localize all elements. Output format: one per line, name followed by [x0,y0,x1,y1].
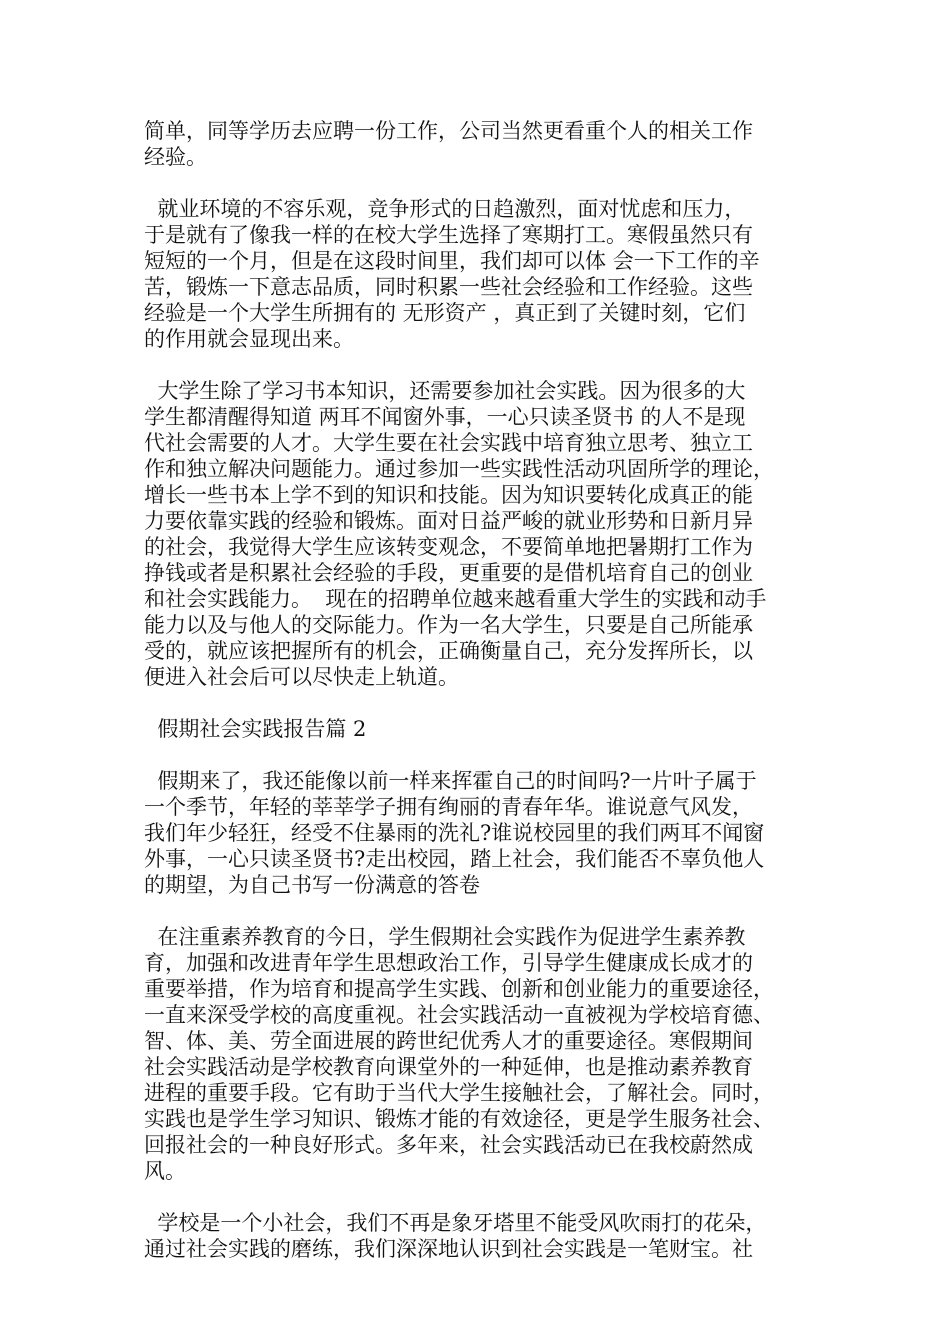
text-line: 通过社会实践的磨练，我们深深地认识到社会实践是一笔财宝。社 [144,1237,753,1261]
text-line: 进程的重要手段。它有助于当代大学生接触社会，了解社会。同时， [144,1081,774,1105]
text-line: 实践也是学生学习知识、锻炼才能的有效途径，更是学生服务社会、 [144,1107,774,1131]
text-line: 挣钱或者是积累社会经验的手段，更重要的是借机培育自己的创业 [144,561,753,585]
text-line: 一直来深受学校的高度重视。社会实践活动一直被视为学校培育德、 [144,1003,774,1027]
paragraph [144,1210,816,1262]
text-line: 学校是一个小社会，我们不再是象牙塔里不能受风吹雨打的花朵， [144,1211,767,1235]
text-line: 便进入社会后可以尽快走上轨道。 [144,665,459,689]
text-line: 假期社会实践报告篇 2 [144,717,367,741]
text-line: 受的，就应该把握所有的机会，正确衡量自己，充分发挥所长，以 [144,639,753,663]
text-line: 风。 [144,1159,186,1183]
text-line: 代社会需要的人才。大学生要在社会实践中培育独立思考、独立工 [144,431,753,455]
text-line: 短短的一个月，但是在这段时间里，我们却可以体 会一下工作的辛 [144,249,760,273]
paragraph [144,378,816,690]
paragraph [144,716,816,742]
text-line: 就业环境的不容乐观，竞争形式的日趋激烈，面对忧虑和压力， [144,197,746,221]
text-line: 增长一些书本上学不到的知识和技能。因为知识要转化成真正的能 [144,483,753,507]
text-line: 经验。 [144,145,207,169]
text-line: 育，加强和改进青年学生思想政治工作，引导学生健康成长成才的 [144,951,753,975]
paragraph [144,924,816,1184]
text-line: 的期望，为自己书写一份满意的答卷 [144,873,480,897]
paragraph [144,196,816,352]
document-body [144,118,816,1288]
text-line: 作和独立解决问题能力。通过参加一些实践性活动巩固所学的理论， [144,457,774,481]
text-line: 我们年少轻狂，经受不住暴雨的洗礼?谁说校园里的我们两耳不闻窗 [144,821,765,845]
text-line: 的社会，我觉得大学生应该转变观念，不要简单地把暑期打工作为 [144,535,753,559]
text-line: 力要依靠实践的经验和锻炼。面对日益严峻的就业形势和日新月异 [144,509,753,533]
text-line: 一个季节，年轻的莘莘学子拥有绚丽的青春年华。谁说意气风发， [144,795,753,819]
text-line: 于是就有了像我一样的在校大学生选择了寒期打工。寒假虽然只有 [144,223,753,247]
text-line: 假期来了，我还能像以前一样来挥霍自己的时间吗?一片叶子属于 [144,769,757,793]
text-line: 能力以及与他人的交际能力。作为一名大学生，只要是自己所能承 [144,613,753,637]
text-line: 苦，锻炼一下意志品质，同时积累一些社会经验和工作经验。这些 [144,275,753,299]
text-line: 在注重素养教育的今日，学生假期社会实践作为促进学生素养教 [144,925,746,949]
text-line: 和社会实践能力。 现在的招聘单位越来越看重大学生的实践和动手 [144,587,767,611]
text-line: 外事，一心只读圣贤书?走出校园，踏上社会，我们能否不辜负他人 [144,847,765,871]
text-line: 智、体、美、劳全面进展的跨世纪优秀人才的重要途径。寒假期间 [144,1029,753,1053]
text-line: 的作用就会显现出来。 [144,327,354,351]
text-line: 回报社会的一种良好形式。多年来，社会实践活动已在我校蔚然成 [144,1133,753,1157]
paragraph [144,768,816,898]
paragraph [144,118,816,170]
text-line: 简单，同等学历去应聘一份工作，公司当然更看重个人的相关工作 [144,119,753,143]
text-line: 经验是一个大学生所拥有的 无形资产 ，真正到了关键时刻，它们 [144,301,746,325]
text-line: 重要举措，作为培育和提高学生实践、创新和创业能力的重要途径， [144,977,774,1001]
text-line: 学生都清醒得知道 两耳不闻窗外事，一心只读圣贤书 的人不是现 [144,405,746,429]
text-line: 大学生除了学习书本知识，还需要参加社会实践。因为很多的大 [144,379,746,403]
text-line: 社会实践活动是学校教育向课堂外的一种延伸，也是推动素养教育 [144,1055,753,1079]
